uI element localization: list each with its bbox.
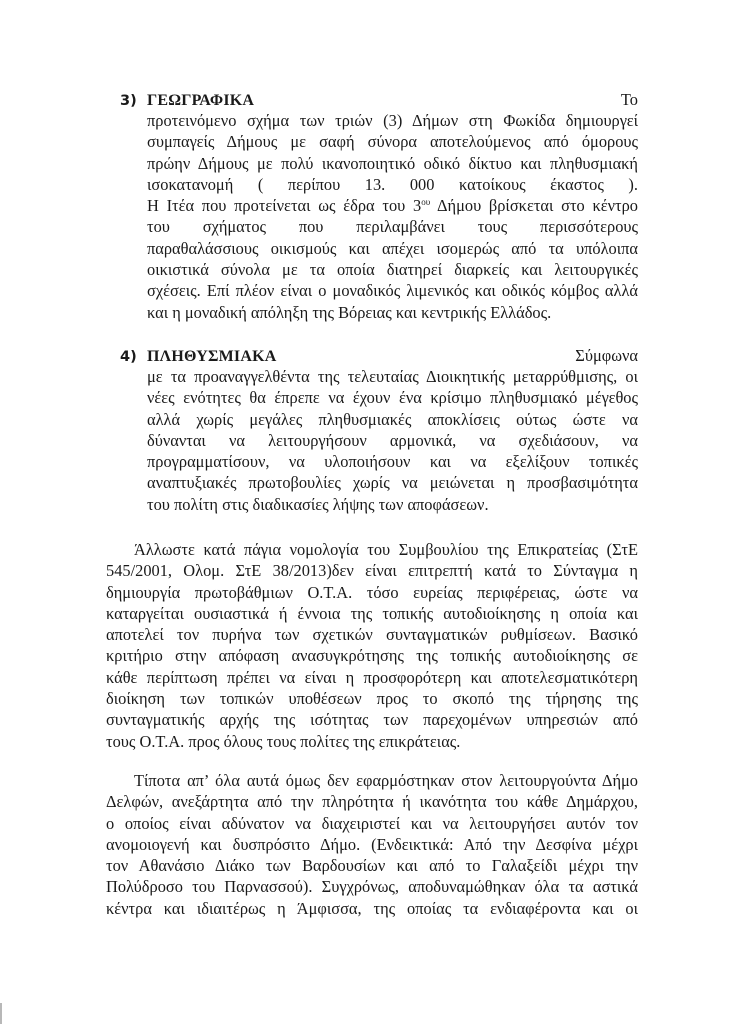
section-population	[120, 345, 638, 515]
text-line: παραθαλάσσιους οικισμούς και απέχει ισομερώς από τα υπόλοιπα	[147, 238, 638, 258]
text-line: και η μοναδική απόληξη της Βόρειας και κεντρικής Ελλάδος.	[147, 302, 552, 322]
section-geographic	[120, 89, 638, 323]
text-line: κάθε περίπτωση πρέπει να είναι η προσφορότερη και αποτελεσματικότερη	[106, 667, 638, 687]
scan-edge-mark	[0, 1003, 2, 1024]
text-line: νέες ενότητες θα έπρεπε να έχουν ένα κρίσιμο πληθυσμιακό μέγεθος	[147, 388, 638, 408]
section-heading	[120, 89, 638, 110]
section-lead-word: Σύμφωνα	[575, 346, 638, 365]
text-line: κριτήριο στην απόφαση ανασυγκρότησης της τοπικής αυτοδιοίκησης σε	[106, 646, 638, 666]
ordinal-superscript: ου	[421, 197, 431, 208]
text-line: αναπτυξιακές πρωτοβουλίες χωρίς να μειώνεται η προσβασιμότητα	[147, 473, 638, 493]
text-line: Τίποτα απ’ όλα αυτά όμως δεν εφαρμόστηκαν στον λειτουργούντα Δήμο	[134, 771, 638, 790]
paragraph-delphi-municipality	[106, 770, 638, 919]
text-line: τον Αθανάσιο Διάκο των Βαρδουσίων και από το Γαλαξείδι μέχρι την	[106, 856, 638, 876]
text-line: Πολύδροσο του Παρνασσού). Συγχρόνως, αποδυναμώθηκαν όλα τα αστικά	[106, 877, 638, 897]
section-body	[147, 110, 638, 323]
text-line: του σχήματος που περιλαμβάνει τους περισσότερους	[147, 217, 638, 237]
text-line: του πολίτη στις διαδικασίες λήψης των αποφάσεων.	[147, 494, 489, 514]
section-title: ΓΕΩΓΡΑΦΙΚΑ	[147, 92, 255, 109]
text-line: κέντρα και ιδιαιτέρως η Άμφισσα, της οποίας τα ενδιαφέροντα και οι	[106, 898, 638, 918]
section-title: ΠΛΗΘΥΣΜΙΑΚΑ	[147, 348, 277, 365]
text-line	[147, 195, 638, 216]
text-line: δημιουργία πρωτοβάθμιων Ο.Τ.Α. τόσο ευρείας περιφέρειας, ώστε να	[106, 582, 638, 602]
text-line: ο οποίος είναι αδύνατον να διαχειριστεί και να λειτουργήσει αυτόν τον	[106, 813, 638, 833]
text-line: Άλλωστε κατά πάγια νομολογία του Συμβουλίου της Επικρατείας (ΣτΕ	[134, 540, 638, 559]
text-line: δύνανται να λειτουργήσουν αρμονικά, να σχεδιάσουν, να	[147, 430, 638, 450]
text-line: 545/2001, Ολομ. ΣτΕ 38/2013)δεν είναι επιτρεπτή κατά το Σύνταγμα η	[106, 561, 638, 581]
section-number: 3)	[120, 93, 137, 109]
text-line: συμπαγείς Δήμους με σαφή σύνορα αποτελούμενος από όμορους	[147, 132, 638, 152]
text-line: προτεινόμενο σχήμα των τριών (3) Δήμων στη Φωκίδα δημιουργεί	[147, 111, 638, 130]
text-line: ισοκατανομή ( περίπου 13. 000 κατοίκους έκαστος ).	[147, 174, 638, 194]
text-line: με τα προαναγγελθέντα της τελευταίας Διοικητικής μεταρρύθμισης, οι	[147, 367, 638, 386]
text-line: οικιστικά σύνολα με τα οποία διατηρεί διαρκείς και λειτουργικές	[147, 260, 638, 280]
section-heading	[120, 345, 638, 366]
text-line: αλλά χωρίς μεγάλες πληθυσμιακές αποκλίσεις ούτως ώστε να	[147, 409, 638, 429]
text-line: προγραμματίσουν, να υλοποιήσουν και να εξελίξουν τοπικές	[147, 452, 638, 472]
text-line: τους Ο.Τ.Α. προς όλους τους πολίτες της επικράτειας.	[106, 731, 461, 751]
text-line: καταργείται ουσιαστικά ή έννοια της τοπικής αυτοδιοίκησης η οποία και	[106, 603, 638, 623]
text-line: ανομοιογενή και δυσπρόσιτο Δήμο. (Ενδεικτικά: Από την Δεσφίνα μέχρι	[106, 834, 638, 854]
section-number: 4)	[120, 349, 137, 365]
text-line: αποτελεί τον πυρήνα των σχετικών συνταγματικών ρυθμίσεων. Βασικό	[106, 625, 638, 645]
text-line: σχέσεις. Επί πλέον είναι ο μοναδικός λιμενικός και οδικός κόμβος αλλά	[147, 281, 638, 301]
text-line: συνταγματικής αρχής της ισότητας των παρεχομένων υπηρεσιών από	[106, 710, 638, 730]
text-line: Δελφών, ανεξάρτητα από την πληρότητα ή ικανότητα του κάθε Δημάρχου,	[106, 792, 638, 812]
text-line: πρώην Δήμους με πολύ ικανοποιητικό οδικό δίκτυο και πληθυσμιακή	[147, 153, 638, 173]
section-body	[147, 366, 638, 515]
text-segment: Η Ιτέα που προτείνεται ως έδρα του 3	[147, 196, 422, 216]
text-segment: Δήμου βρίσκεται στο κέντρο	[430, 196, 638, 216]
section-lead-word: Το	[620, 90, 638, 109]
paragraph-jurisprudence	[106, 539, 638, 752]
text-line: διοίκηση των τοπικών υποθέσεων προς το σκοπό της τήρησης της	[106, 689, 638, 709]
